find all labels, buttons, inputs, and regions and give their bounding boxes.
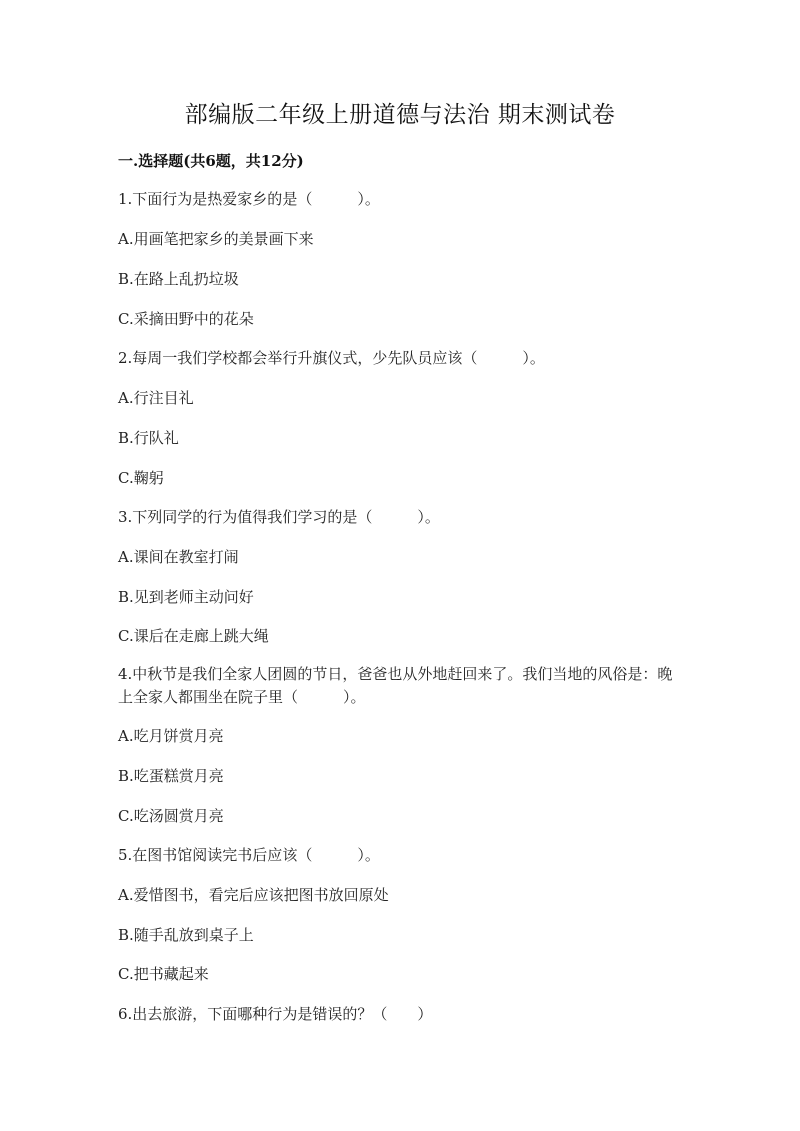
answer-option: C.课后在走廊上跳大绳 bbox=[118, 627, 269, 645]
question-stem: 1.下面行为是热爱家乡的是（ ）。 bbox=[118, 190, 380, 208]
question-stem: 4.中秋节是我们全家人团圆的节日，爸爸也从外地赶回来了。我们当地的风俗是：晚上全家人都围坐在院子里（ ）。 bbox=[118, 665, 673, 706]
section-heading: 一.选择题(共6题，共12分) bbox=[118, 152, 304, 170]
question-stem: 6.出去旅游，下面哪种行为是错误的？（ ） bbox=[118, 1005, 433, 1023]
answer-option: C.把书藏起来 bbox=[118, 965, 209, 983]
answer-option: C.采摘田野中的花朵 bbox=[118, 310, 254, 328]
answer-option: C.吃汤圆赏月亮 bbox=[118, 807, 224, 825]
page-title: 部编版二年级上册道德与法治 期末测试卷 bbox=[184, 102, 616, 128]
answer-option: A.爱惜图书，看完后应该把图书放回原处 bbox=[118, 886, 389, 904]
answer-option: B.随手乱放到桌子上 bbox=[118, 926, 254, 944]
answer-option: A.行注目礼 bbox=[118, 389, 194, 407]
answer-option: A.用画笔把家乡的美景画下来 bbox=[118, 230, 314, 248]
answer-option: B.行队礼 bbox=[118, 429, 179, 447]
question-stem: 5.在图书馆阅读完书后应该（ ）。 bbox=[118, 846, 380, 864]
answer-option: B.吃蛋糕赏月亮 bbox=[118, 767, 224, 785]
answer-option: A.课间在教室打闹 bbox=[118, 548, 239, 566]
question-stem: 2.每周一我们学校都会举行升旗仪式，少先队员应该（ ）。 bbox=[118, 349, 545, 367]
answer-option: B.见到老师主动问好 bbox=[118, 588, 254, 606]
answer-option: A.吃月饼赏月亮 bbox=[118, 727, 224, 745]
answer-option: C.鞠躬 bbox=[118, 469, 164, 487]
question-stem: 3.下列同学的行为值得我们学习的是（ ）。 bbox=[118, 508, 440, 526]
answer-option: B.在路上乱扔垃圾 bbox=[118, 270, 239, 288]
